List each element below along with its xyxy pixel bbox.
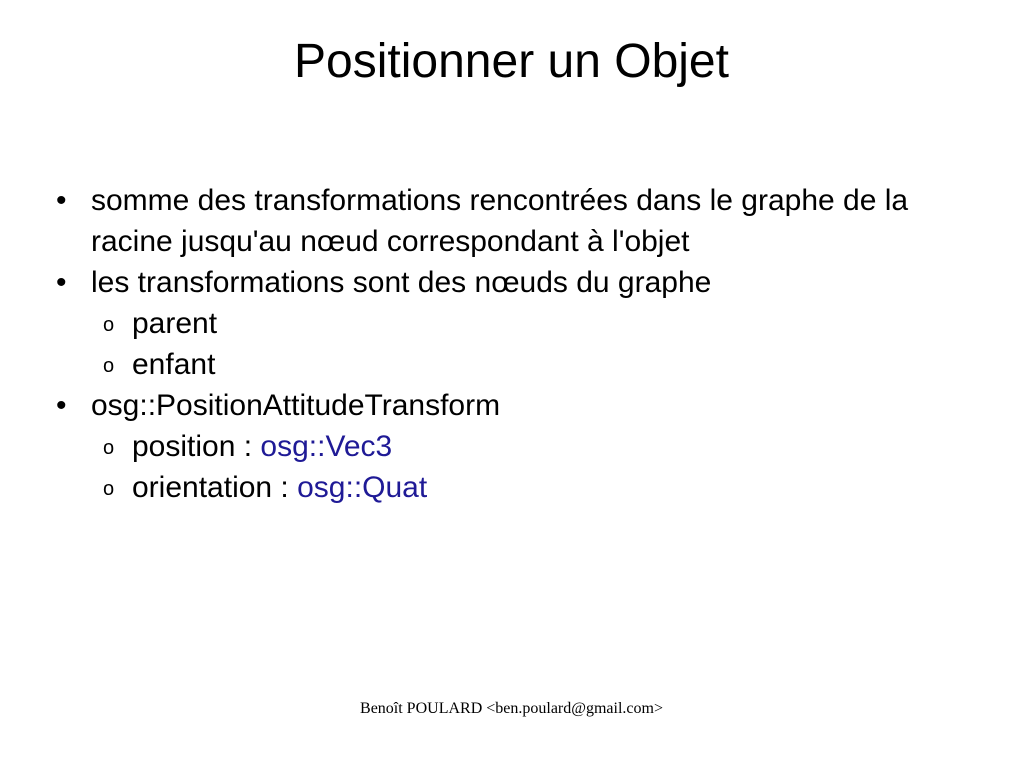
code-type-name: osg::Vec3: [260, 430, 393, 463]
slide-footer: Benoît POULARD <ben.poulard@gmail.com>: [360, 700, 663, 717]
sub-bullet-item: [56, 303, 956, 344]
sub-bullet-item: [56, 426, 956, 467]
sub-bullet-marker: o: [103, 478, 115, 500]
sub-bullet-item: [56, 467, 956, 508]
sub-bullet-marker: o: [103, 314, 115, 336]
bullet-marker: •: [56, 184, 67, 217]
sub-bullet-text: position :: [132, 430, 261, 463]
sub-bullet-marker: o: [103, 437, 115, 459]
bullet-text: osg::PositionAttitudeTransform: [91, 389, 501, 422]
sub-bullet-item: [56, 344, 956, 385]
code-type-name: osg::Quat: [297, 471, 428, 504]
bullet-list: [56, 180, 956, 508]
sub-bullet-marker: o: [103, 355, 115, 377]
bullet-marker: •: [56, 389, 67, 422]
sub-bullet-text: parent: [132, 307, 218, 340]
bullet-item: [56, 180, 956, 262]
bullet-text: les transformations sont des nœuds du graphe: [91, 266, 712, 299]
sub-bullet-text: enfant: [132, 348, 216, 381]
slide-title: Positionner un Objet: [294, 35, 729, 88]
bullet-text: somme des transformations rencontrées dans le graphe de la racine jusqu'au nœud correspondant à l'objet: [91, 184, 909, 258]
bullet-item: [56, 262, 956, 303]
bullet-marker: •: [56, 266, 67, 299]
sub-bullet-text: orientation :: [132, 471, 298, 504]
bullet-item: [56, 385, 956, 426]
